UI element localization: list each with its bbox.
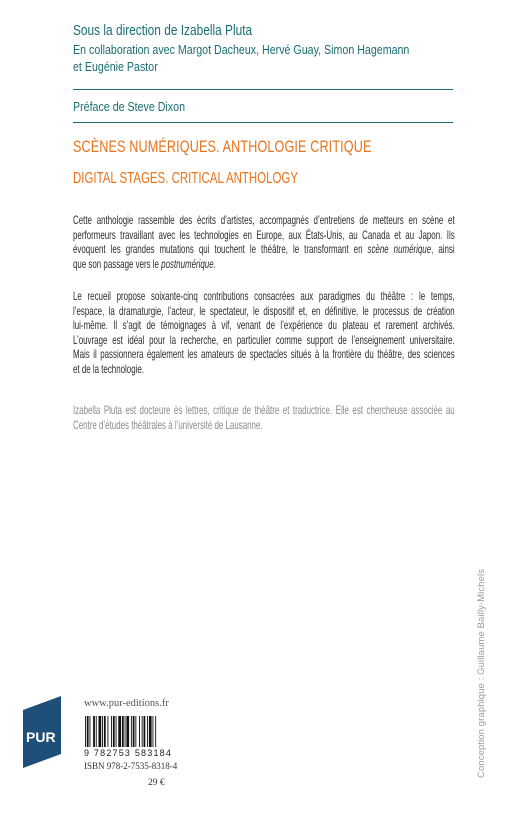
text-line: lui-même. Il s’agit de témoignages à vif, venant de l’expérience du plateau et rarement archivés. [73,319,455,333]
text-line: que son passage vers le postnumérique. [73,257,216,271]
author-bio [73,404,455,433]
title-french: SCÈNES NUMÉRIQUES. ANTHOLOGIE CRITIQUE [73,137,372,156]
text-line: performeurs travaillant avec les technologies en Europe, aux États-Unis, au Canada et au Japon. Ils [73,228,455,242]
collaboration-line-cont: et Eugénie Pastor [73,59,158,74]
text-line: Centre d’études théâtrales à l’université de Lausanne. [73,418,263,432]
price: 29 € [148,778,165,788]
text-line: et de la technologie. [73,362,144,376]
text-line: Mais il passionnera également les amateurs de spectacles situés à la frontière du théâtre, des sciences [73,348,455,362]
editor-prefix: Sous la direction de [73,23,178,39]
text-line: évoquent les grandes mutations qui touchent le théâtre, le transformant en scène numérique, ainsi [73,243,455,257]
divider-top [73,89,453,90]
logo-text: PUR [26,729,56,745]
summary-paragraph-2 [73,290,455,378]
editor-name: Izabella Pluta [180,23,253,39]
barcode-icon [84,716,183,747]
collaboration-line: En collaboration avec Margot Dacheux, Hervé Guay, Simon Hagemann [73,42,410,57]
publisher-website[interactable]: www.pur-editions.fr [84,698,169,709]
summary-paragraph-1 [73,214,455,272]
text-line: Cette anthologie rassemble des écrits d’artistes, accompagnés d’entretiens de metteurs en scène et [73,214,455,227]
text-line: l’espace, la dramaturgie, l’acteur, le spectateur, le dispositif et, en définitive, le processus de création [73,304,455,318]
divider-bottom [73,122,453,123]
contributors-block [73,22,483,75]
editor-line [73,22,409,41]
isbn: ISBN 978-2-7535-8318-4 [84,761,178,771]
preface-line: Préface de Steve Dixon [73,99,185,114]
pur-logo-icon [23,696,61,768]
text-line: Le recueil propose soixante-cinq contributions consacrées aux paradigmes du théâtre : le temps, [73,290,455,303]
design-credit: Conception graphique : Guillaume Bailly-Michels [476,568,487,778]
text-line: L’ouvrage est idéal pour la recherche, en particulier comme support de l’enseignement universitaire. [73,333,455,347]
title-english: DIGITAL STAGES. CRITICAL ANTHOLOGY [73,170,298,187]
barcode-digits: 9 782753 583184 [84,748,173,758]
text-line: Izabella Pluta est docteure ès lettres, critique de théâtre et traductrice. Elle est chercheuse associée au [73,404,455,417]
